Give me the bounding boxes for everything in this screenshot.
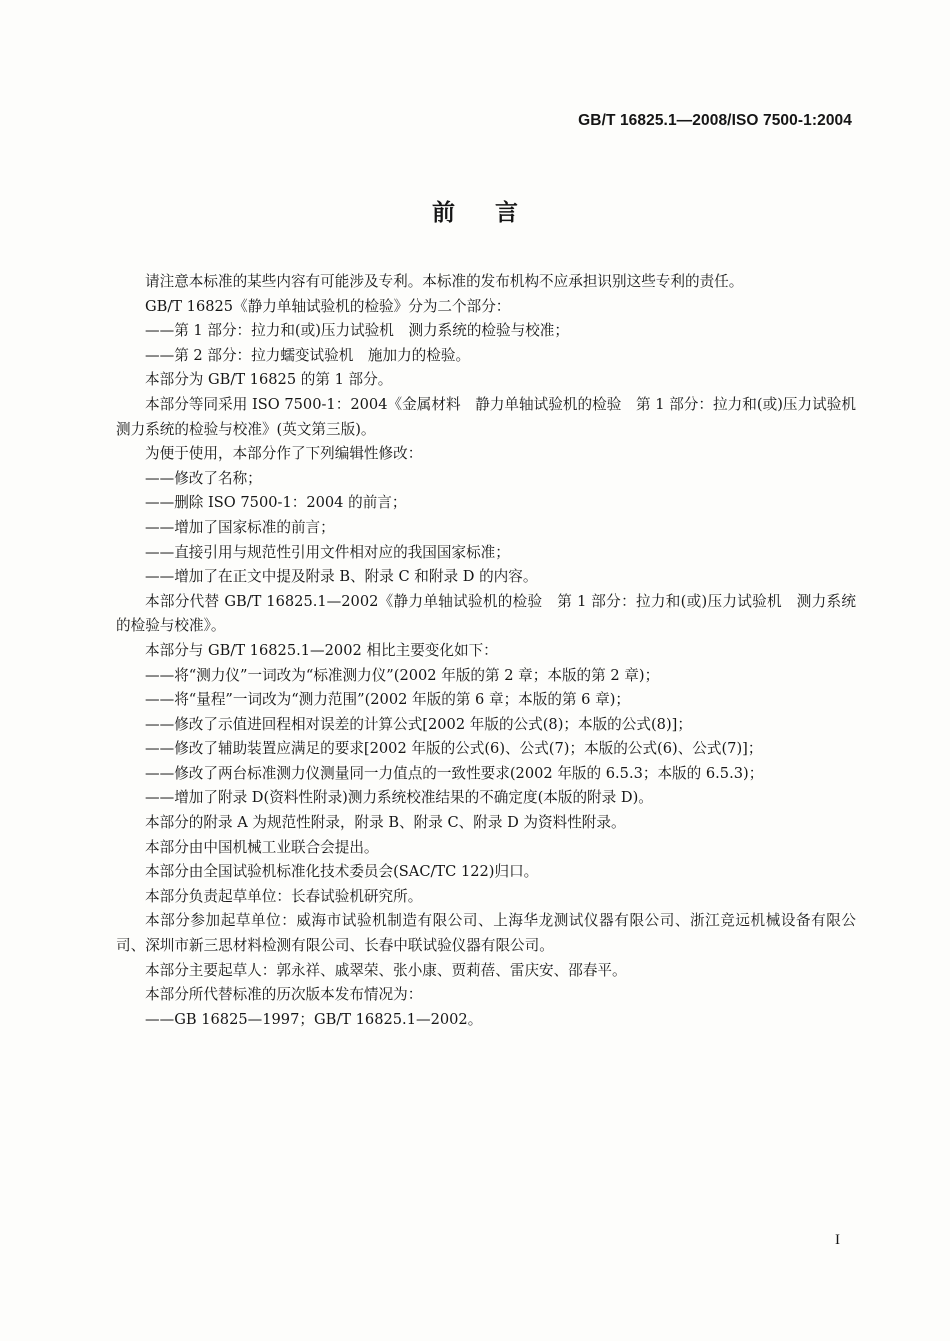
paragraph: GB/T 16825《静力单轴试验机的检验》分为二个部分： [145,297,511,315]
list-item: ——将“量程”一词改为“测力范围”(2002 年版的第 6 章；本版的第 6 章)； [145,691,630,709]
list-item: ——直接引用与规范性引用文件相对应的我国国家标准； [145,543,510,561]
list-item: ——将“测力仪”一词改为“标准测力仪”(2002 年版的第 2 章；本版的第 2 章)； [145,666,660,684]
list-item: ——修改了名称； [145,469,262,487]
list-item: ——增加了国家标准的前言； [145,518,335,536]
paragraph: 请注意本标准的某些内容有可能涉及专利。本标准的发布机构不应承担识别这些专利的责任。 [145,273,744,290]
paragraph: 本部分代替 GB/T 16825.1—2002《静力单轴试验机的检验 第 1 部分：拉力和(或)压力试验机 测力系统的检验与校准》。 [116,592,856,635]
list-item: ——修改了辅助装置应满足的要求[2002 年版的公式(6)、公式(7)；本版的公式(6)、公式(7)]； [145,740,763,758]
list-item: ——第 2 部分：拉力蠕变试验机 施加力的检验。 [145,346,471,364]
list-item: ——删除 ISO 7500-1：2004 的前言； [145,494,407,512]
list-item: ——GB 16825—1997；GB/T 16825.1—2002。 [145,1010,483,1028]
list-item: ——增加了在正文中提及附录 B、附录 C 和附录 D 的内容。 [145,568,538,586]
paragraph: 本部分负责起草单位：长春试验机研究所。 [145,887,423,905]
paragraph: 为便于使用，本部分作了下列编辑性修改： [145,445,423,463]
paragraph: 本部分所代替标准的历次版本发布情况为： [145,986,423,1004]
paragraph: 本部分主要起草人：郭永祥、戚翠荣、张小康、贾莉蓓、雷庆安、邵春平。 [145,961,627,979]
paragraph: 本部分由全国试验机标准化技术委员会(SAC/TC 122)归口。 [145,863,539,881]
page-title: 前言 [432,200,558,226]
list-item: ——第 1 部分：拉力和(或)压力试验机 测力系统的检验与校准； [145,322,569,340]
list-item: ——修改了示值进回程相对误差的计算公式[2002 年版的公式(8)；本版的公式(8)]； [145,715,692,733]
paragraph: 本部分等同采用 ISO 7500-1：2004《金属材料 静力单轴试验机的检验 第 1 部分：拉力和(或)压力试验机 测力系统的检验与校准》(英文第三版)。 [116,395,871,438]
paragraph: 本部分与 GB/T 16825.1—2002 相比主要变化如下： [145,641,498,659]
paragraph: 本部分的附录 A 为规范性附录，附录 B、附录 C、附录 D 为资料性附录。 [145,814,626,832]
foreword-body [116,270,871,1032]
list-item: ——增加了附录 D(资料性附录)测力系统校准结果的不确定度(本版的附录 D)。 [145,789,653,807]
page-number: I [835,1232,840,1248]
paragraph: 本部分参加起草单位：威海市试验机制造有限公司、上海华龙测试仪器有限公司、浙江竞远机械设备有限公司、深圳市新三思材料检测有限公司、长春中联试验仪器有限公司。 [116,912,856,955]
list-item: ——修改了两台标准测力仪测量同一力值点的一致性要求(2002 年版的 6.5.3；本版的 6.5.3)； [145,764,764,782]
standard-code: GB/T 16825.1—2008/ISO 7500-1:2004 [578,112,852,129]
paragraph: 本部分为 GB/T 16825 的第 1 部分。 [145,371,393,389]
paragraph: 本部分由中国机械工业联合会提出。 [145,838,379,856]
